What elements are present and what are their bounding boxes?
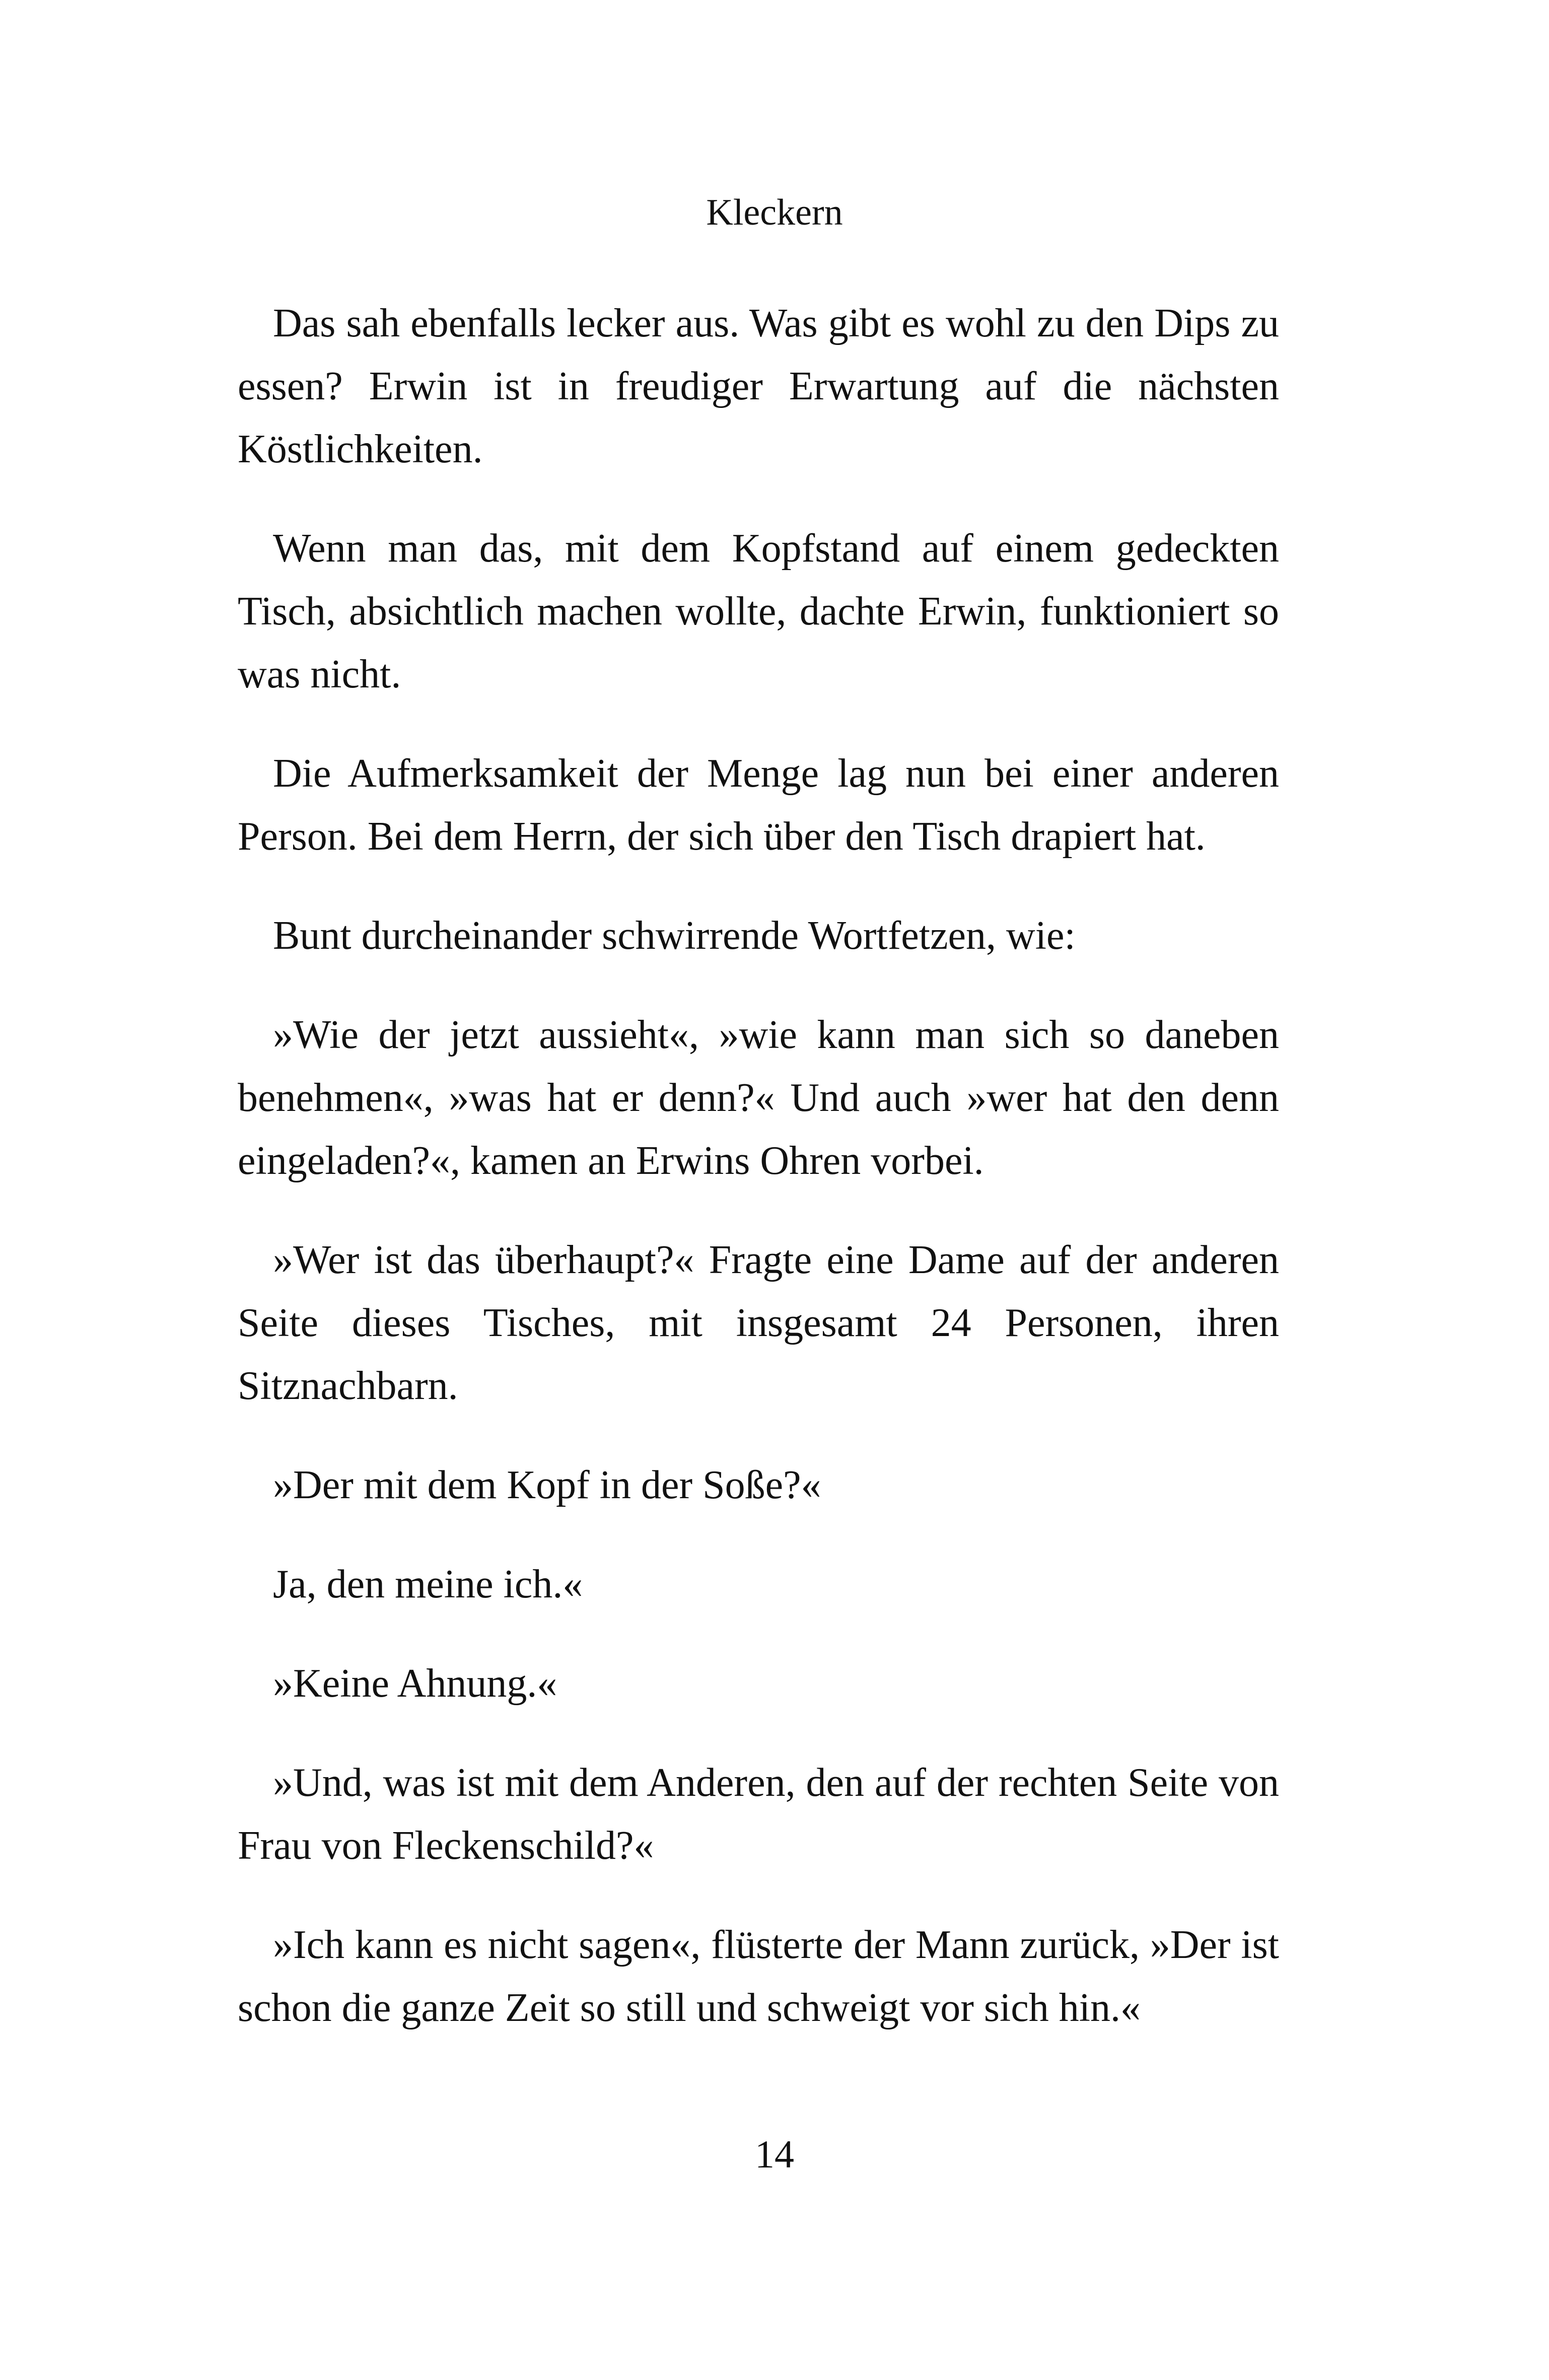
paragraph: »Keine Ahnung.«	[273, 1661, 557, 1706]
paragraph: »Ich kann es nicht sagen«, flüsterte der Mann zurück, »Der ist schon die ganze Zeit so still und schweigt vor sich hin.«	[238, 1923, 1279, 2030]
paragraph: Das sah ebenfalls lecker aus. Was gibt es wohl zu den Dips zu essen? Erwin ist in freudiger Erwartung auf die nächsten Köstlichkeiten.	[238, 301, 1279, 471]
paragraph: Bunt durcheinander schwirrende Wortfetzen, wie:	[273, 914, 1076, 958]
paragraph: »Und, was ist mit dem Anderen, den auf der rechten Seite von Frau von Fleckenschild?«	[238, 1761, 1279, 1868]
paragraph: »Wie der jetzt aussieht«, »wie kann man sich so daneben benehmen«, »was hat er denn?« Und auch »wer hat den denn eingeladen?«, kamen an Erwins Ohren vorbei.	[238, 1013, 1279, 1183]
body-text	[238, 292, 1279, 2076]
paragraph: »Der mit dem Kopf in der Soße?«	[273, 1463, 821, 1507]
running-title: Kleckern	[706, 192, 843, 233]
paragraph: »Wer ist das überhaupt?« Fragte eine Dame auf der anderen Seite dieses Tisches, mit insgesamt 24 Personen, ihren Sitznachbarn.	[238, 1238, 1279, 1408]
page-number: 14	[755, 2132, 794, 2176]
paragraph: Wenn man das, mit dem Kopfstand auf einem gedeckten Tisch, absichtlich machen wollte, dachte Erwin, funktioniert so was nicht.	[238, 526, 1279, 696]
paragraph: Ja, den meine ich.«	[273, 1562, 583, 1606]
paragraph: Die Aufmerksamkeit der Menge lag nun bei einer anderen Person. Bei dem Herrn, der sich über den Tisch drapiert hat.	[238, 751, 1279, 859]
